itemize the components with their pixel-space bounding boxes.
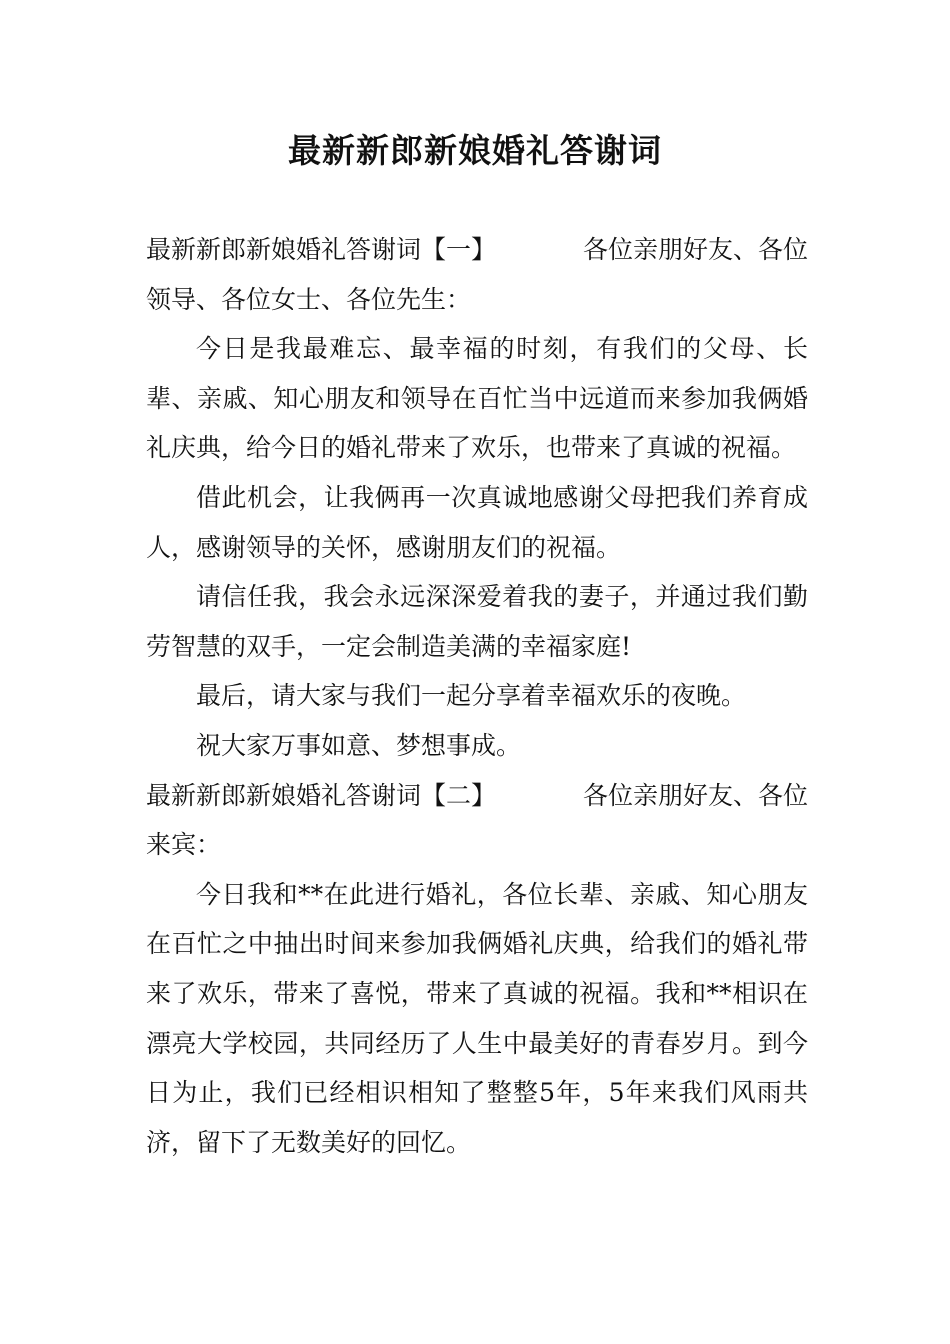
section-1-salutation-end: 领导、各位女士、各位先生：	[146, 284, 472, 314]
section-2-header-line	[146, 771, 808, 821]
section-1-paragraph: 今日是我最难忘、最幸福的时刻，有我们的父母、长辈、亲戚、知心朋友和领导在百忙当中远道而来参加我俩婚礼庆典，给今日的婚礼带来了欢乐，也带来了真诚的祝福。	[146, 334, 808, 463]
section-1-paragraph: 请信任我，我会永远深深爱着我的妻子，并通过我们勤劳智慧的双手，一定会制造美满的幸福家庭!	[146, 582, 808, 661]
section-1-paragraph: 最后，请大家与我们一起分享着幸福欢乐的夜晚。	[196, 681, 747, 711]
document-title: 最新新郎新娘婚礼答谢词	[288, 131, 662, 170]
section-2-salutation-end: 来宾：	[146, 830, 222, 860]
section-1-paragraph: 祝大家万事如意、梦想事成。	[196, 730, 522, 760]
document-body	[146, 225, 808, 1167]
section-1-paragraph: 借此机会，让我俩再一次真诚地感谢父母把我们养育成人，感谢领导的关怀，感谢朋友们的祝福。	[146, 482, 808, 562]
section-1-salutation-start: 各位亲朋好友、各位	[582, 235, 808, 264]
section-2-paragraph: 今日我和**在此进行婚礼，各位长辈、亲戚、知心朋友在百忙之中抽出时间来参加我俩婚礼庆典，给我们的婚礼带来了欢乐，带来了喜悦，带来了真诚的祝福。我和**相识在漂亮大学校园，共同经历了人生中最美好的青春岁月。到今日为止，我们已经相识相知了整整5年，5年来我们风雨共济，留下了无数美好的回忆。	[146, 879, 808, 1157]
section-1-header-line	[146, 225, 808, 275]
section-2-salutation-start: 各位亲朋好友、各位	[582, 780, 808, 810]
section-1-heading: 最新新郎新娘婚礼答谢词【一】	[146, 235, 497, 264]
section-2-heading: 最新新郎新娘婚礼答谢词【二】	[146, 780, 497, 810]
